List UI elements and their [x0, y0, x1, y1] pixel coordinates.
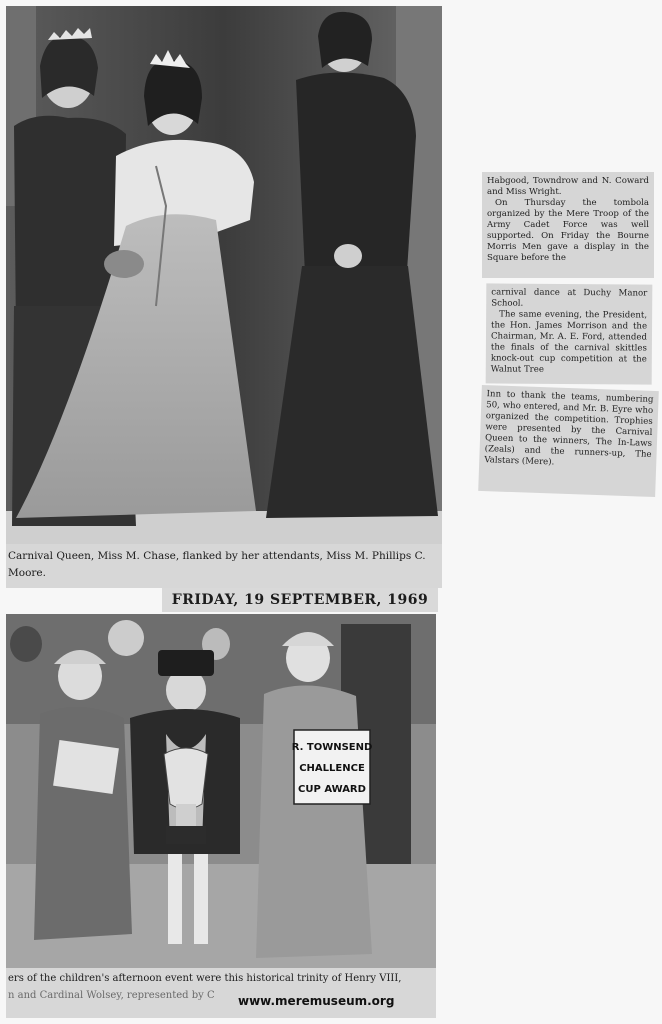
children-costume-photo: [6, 614, 436, 968]
sign-line-2: CHALLENCE: [299, 763, 365, 774]
date-header: FRIDAY, 19 SEPTEMBER, 1969: [162, 588, 438, 612]
article-paragraph: On Thursday the tombola organized by the Mere Troop of the Army Cadet Force was well supported. On Friday the Bourne Morris Men gave a display in the Square before the: [487, 198, 649, 263]
caption-line-2: n and Cardinal Wolsey, represented by C: [8, 990, 215, 1001]
article-paragraph: carnival dance at Duchy Manor School.: [491, 287, 648, 309]
article-clipping-2: [486, 283, 653, 384]
sign-line-3: CUP AWARD: [298, 784, 366, 795]
challenge-cup-sign: [292, 730, 373, 804]
article-clipping-1: [482, 172, 654, 278]
photo-bottom-caption: [6, 968, 436, 1018]
article-paragraph: Habgood, Towndrow and N. Coward and Miss Wright.: [487, 176, 649, 197]
article-paragraph: Inn to thank the teams, numbering 50, who entered, and Mr. B. Eyre who organized the competition. Trophies were presented by the Carnival Queen to the winners, The In-Laws (Zeals) and the runners-up, The Valstars (Mere).: [484, 389, 654, 468]
article-paragraph: The same evening, the President, the Hon. James Morrison and the Chairman, Mr. A. E. Ford, attended the finals of the carnival skittles knock-out cup competition at the Walnut Tree: [490, 309, 648, 375]
article-clipping-3: [478, 385, 659, 497]
carnival-queen-photo: [6, 6, 442, 544]
children-costume-illustration: [6, 614, 436, 968]
caption-line-1: ers of the children's afternoon event were this historical trinity of Henry VIII,: [8, 973, 402, 984]
trophy-cup: [164, 748, 208, 844]
sign-line-1: R. TOWNSEND: [291, 742, 373, 753]
photo-top-caption: Carnival Queen, Miss M. Chase, flanked by her attendants, Miss M. Phillips C. Moore.: [6, 544, 442, 588]
carnival-queen-illustration: [6, 6, 442, 544]
site-url[interactable]: www.meremuseum.org: [238, 994, 395, 1008]
